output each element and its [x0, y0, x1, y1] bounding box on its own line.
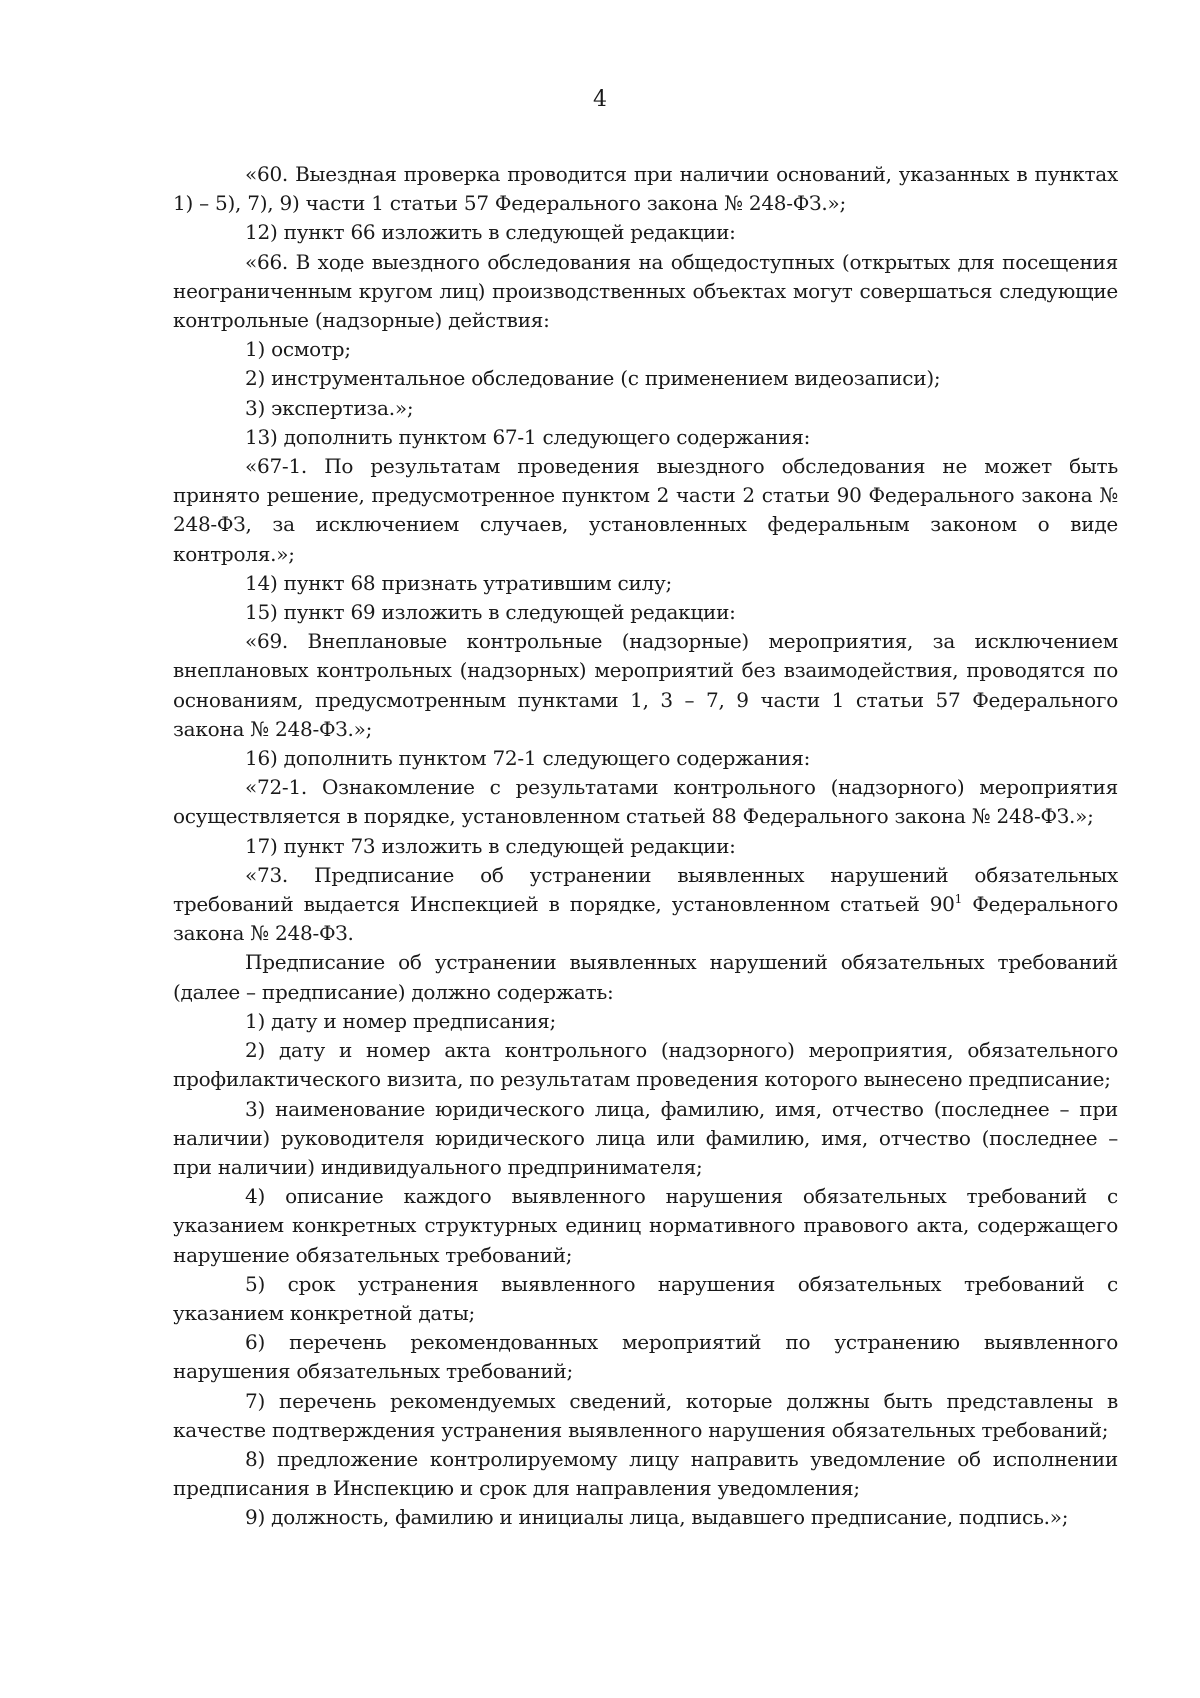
paragraph-66-item-1: 1) осмотр; [245, 337, 351, 362]
superscript-marker: 1 [954, 892, 963, 907]
paragraph-73 [173, 861, 1118, 949]
paragraph-item-16: 16) дополнить пунктом 72-1 следующего содержания: [245, 746, 811, 771]
paragraph-69: «69. Внеплановые контрольные (надзорные) мероприятия, за исключением внеплановых контрольных (надзорных) мероприятий без взаимодействия, проводятся по основаниям, предусмотренным пунктами 1, 3 – 7, 9 части 1 статьи 57 Федерального закона № 248-ФЗ.»; [173, 629, 1118, 741]
paragraph-73-text-end: Федерального закона № 248-ФЗ. [173, 892, 1119, 946]
paragraph-66-item-3: 3) экспертиза.»; [245, 395, 414, 420]
prescription-item-3: 3) наименование юридического лица, фамилию, имя, отчество (последнее – при наличии) руководителя юридического лица или фамилию, имя, отчество (последнее – при наличии) индивидуального предпринимателя; [173, 1096, 1118, 1179]
paragraph-prescription-intro: Предписание об устранении выявленных нарушений обязательных требований (далее – предписание) должно содержать: [173, 950, 1118, 1004]
paragraph-item-14: 14) пункт 68 признать утратившим силу; [245, 570, 672, 595]
paragraph-item-17: 17) пункт 73 изложить в следующей редакции: [245, 833, 736, 858]
paragraph-item-15: 15) пункт 69 изложить в следующей редакции: [245, 600, 736, 625]
paragraph-66-item-2: 2) инструментальное обследование (с применением видеозаписи); [245, 366, 941, 391]
paragraph-67-1: «67-1. По результатам проведения выездного обследования не может быть принято решение, предусмотренное пунктом 2 части 2 статьи 90 Федерального закона № 248-ФЗ, за исключением случаев, установленных федеральным законом о виде контроля.»; [173, 454, 1118, 566]
paragraph-72-1: «72-1. Ознакомление с результатами контрольного (надзорного) мероприятия осуществляется в порядке, установленном статьей 88 Федерального закона № 248-ФЗ.»; [173, 775, 1118, 829]
page-number: 4 [593, 87, 607, 112]
paragraph-60: «60. Выездная проверка проводится при наличии оснований, указанных в пунктах 1) – 5), 7), 9) части 1 статьи 57 Федерального закона № 248-ФЗ.»; [173, 162, 1118, 216]
paragraph-item-13: 13) дополнить пунктом 67-1 следующего содержания: [245, 424, 811, 449]
paragraph-66: «66. В ходе выездного обследования на общедоступных (открытых для посещения неограниченным кругом лиц) производственных объектах могут совершаться следующие контрольные (надзорные) действия: [173, 249, 1118, 333]
prescription-item-5: 5) срок устранения выявленного нарушения обязательных требований с указанием конкретной даты; [173, 1271, 1118, 1325]
prescription-item-7: 7) перечень рекомендуемых сведений, которые должны быть представлены в качестве подтверждения устранения выявленного нарушения обязательных требований; [173, 1388, 1118, 1442]
prescription-item-4: 4) описание каждого выявленного нарушения обязательных требований с указанием конкретных структурных единиц нормативного правового акта, содержащего нарушение обязательных требований; [173, 1184, 1118, 1267]
prescription-item-2: 2) дату и номер акта контрольного (надзорного) мероприятия, обязательного профилактического визита, по результатам проведения которого вынесено предписание; [173, 1038, 1118, 1092]
paragraph-item-12: 12) пункт 66 изложить в следующей редакции: [245, 220, 736, 245]
prescription-item-6: 6) перечень рекомендованных мероприятий по устранению выявленного нарушения обязательных требований; [173, 1330, 1118, 1384]
prescription-item-8: 8) предложение контролируемому лицу направить уведомление об исполнении предписания в Инспекцию и срок для направления уведомления; [173, 1446, 1118, 1501]
paragraph-73-text: «73. Предписание об устранении выявленных нарушений обязательных требований выдается Инспекцией в порядке, установленном статьей 90 [173, 862, 1118, 917]
prescription-item-1: 1) дату и номер предписания; [245, 1008, 557, 1033]
prescription-item-9: 9) должность, фамилию и инициалы лица, выдавшего предписание, подпись.»; [245, 1505, 1069, 1530]
document-body [173, 160, 1118, 1533]
